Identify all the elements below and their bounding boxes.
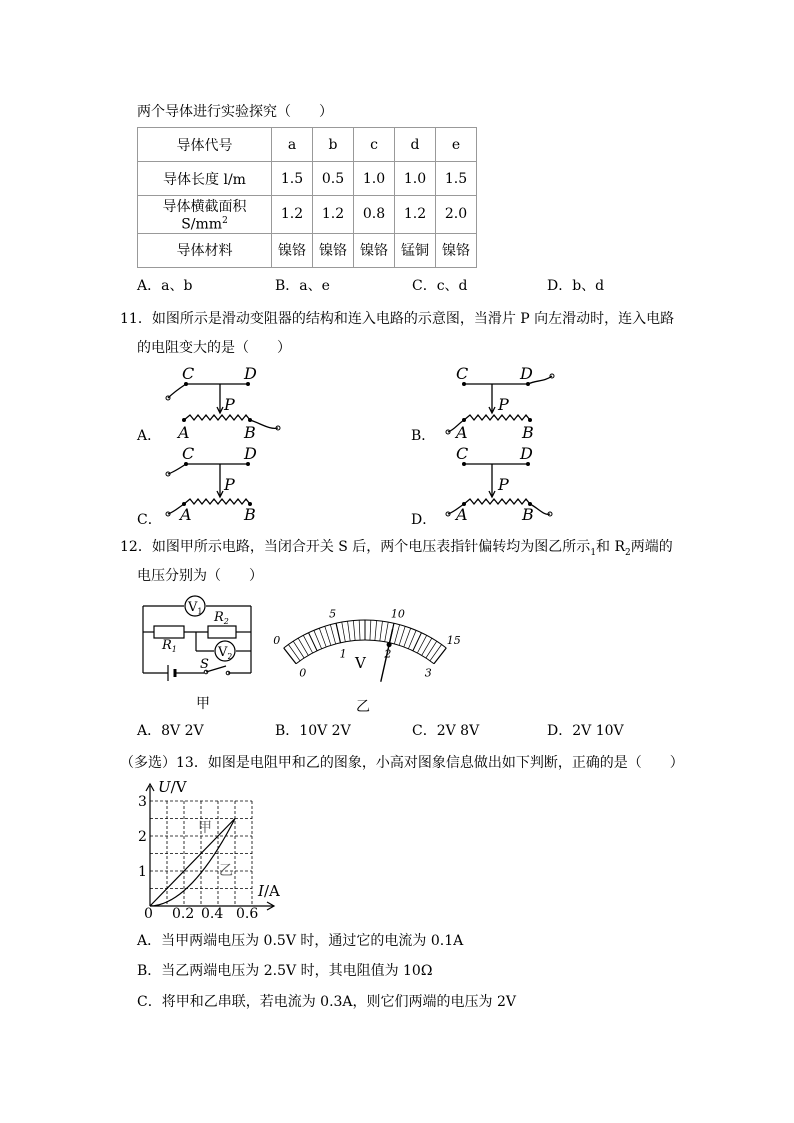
- q11-option-b-label[interactable]: B．: [411, 428, 436, 444]
- conductor-table: [137, 127, 477, 268]
- table-cell: 1.2: [272, 196, 313, 234]
- outer-tick-label: 5: [329, 607, 337, 621]
- q11-stem-line2: 的电阻变大的是（ ）: [137, 340, 291, 356]
- q10-option-b[interactable]: B．a、e: [275, 278, 330, 294]
- voltmeter-dial-yi: [270, 592, 460, 717]
- meter-tick: [394, 625, 399, 644]
- voltmeter-v2-label: [217, 645, 232, 661]
- q12-option-c[interactable]: C．2V 8V: [412, 723, 480, 739]
- q12-stem-part: 12．如图甲所示电路，当闭合开关 S 后，两个电压表指针偏转均为图乙所示: [120, 539, 591, 555]
- table-cell: 1.2: [395, 196, 436, 234]
- r1-sub: 1: [171, 645, 177, 654]
- terminal-c-label: C: [182, 364, 195, 383]
- q10-option-a[interactable]: A．a、b: [137, 278, 193, 294]
- meter-tick: [353, 621, 355, 641]
- x-axis-unit: /A: [263, 882, 280, 900]
- meter-tick: [348, 621, 351, 641]
- x-tick-label: 0.6: [236, 906, 259, 922]
- q12-stem-sub: 1: [590, 547, 597, 558]
- y-tick-label: 3: [138, 794, 147, 810]
- q11-option-d-label[interactable]: D．: [411, 512, 437, 528]
- table-cell: 0.8: [354, 196, 395, 234]
- meter-tick: [325, 626, 331, 645]
- q11-option-a-label[interactable]: A．: [137, 428, 162, 444]
- rheostat-diagram-c: [160, 446, 290, 526]
- series-jia-label: 甲: [198, 820, 212, 836]
- y-tick-label: 2: [138, 829, 147, 845]
- terminal-b-label: B: [244, 505, 256, 524]
- meter-tick: [288, 644, 300, 660]
- table-cell: 1.5: [436, 162, 477, 196]
- x-axis-label: [257, 882, 280, 900]
- q12-stem-sub: 2: [625, 547, 631, 558]
- terminal-d-label: D: [244, 444, 257, 463]
- area-label: 导体横截面积 S/mm: [162, 199, 247, 233]
- table-cell: 1.0: [395, 162, 436, 196]
- terminal-b-label: B: [522, 423, 534, 442]
- meter-tick: [293, 641, 304, 658]
- q12-stem-part: 和 R: [596, 539, 626, 555]
- meter-tick: [284, 648, 296, 664]
- x-axis-letter: I: [258, 882, 264, 900]
- x-tick-label: 0.4: [201, 906, 224, 922]
- inner-tick-label: 3: [424, 666, 432, 680]
- circuit-caption-jia: 甲: [196, 696, 210, 712]
- rheostat-diagram-b: [440, 362, 570, 442]
- table-row: [138, 196, 477, 234]
- terminal-c-label: C: [456, 364, 469, 383]
- table-row: [138, 233, 477, 267]
- meter-tick: [370, 620, 371, 640]
- q12-option-b[interactable]: B．10V 2V: [275, 723, 351, 739]
- slider-p-label: P: [498, 475, 509, 494]
- rheostat-diagram-a: [160, 362, 290, 442]
- table-cell: 1.0: [354, 162, 395, 196]
- terminal-b-label: B: [244, 423, 256, 442]
- table-cell: 镍铬: [436, 233, 477, 267]
- v1-letter: V: [188, 600, 198, 615]
- table-cell: e: [436, 128, 477, 162]
- meter-tick: [380, 621, 383, 641]
- q13-option-c[interactable]: C．将甲和乙串联，若电流为 0.3A，则它们两端的电压为 2V: [137, 994, 517, 1010]
- table-cell: c: [354, 128, 395, 162]
- table-cell: 镍铬: [272, 233, 313, 267]
- y-axis-unit: /V: [170, 778, 187, 796]
- outer-tick-label: 15: [446, 633, 461, 647]
- q12-option-a[interactable]: A．8V 2V: [137, 723, 204, 739]
- meter-tick: [298, 638, 308, 655]
- meter-tick: [430, 644, 442, 660]
- table-cell: 导体长度 l/m: [138, 162, 272, 196]
- table-cell: 0.5: [313, 162, 354, 196]
- y-tick-label: 1: [138, 864, 147, 880]
- slider-p-label: P: [224, 395, 235, 414]
- terminal-a-label: A: [456, 505, 468, 524]
- circuit-diagram-jia: [138, 595, 268, 715]
- v2-sub: 2: [227, 652, 233, 661]
- meter-tick: [336, 623, 340, 643]
- terminal-d-label: D: [520, 364, 533, 383]
- q12-stem-line2: 电压分别为（ ）: [137, 568, 263, 584]
- table-cell: a: [272, 128, 313, 162]
- inner-tick-label: 2: [384, 647, 392, 661]
- meter-tick: [375, 621, 377, 641]
- meter-unit-label: V: [355, 654, 366, 672]
- x-tick-label: 0: [144, 906, 153, 922]
- q10-stem: 两个导体进行实验探究（ ）: [137, 104, 333, 120]
- q11-option-c-label[interactable]: C．: [137, 512, 162, 528]
- terminal-c-label: C: [182, 444, 195, 463]
- resistor-r2-label: [213, 610, 229, 626]
- q13-stem: （多选）13．如图是电阻甲和乙的图象，小高对图象信息做出如下判断，正确的是（ ）: [120, 755, 684, 771]
- series-yi-label: 乙: [219, 863, 233, 879]
- meter-pivot: [387, 642, 392, 647]
- table-row: [138, 162, 477, 196]
- terminal-d-label: D: [244, 364, 257, 383]
- terminal-a-label: A: [178, 423, 190, 442]
- switch-s-label: S: [200, 657, 209, 672]
- meter-tick: [342, 622, 346, 642]
- inner-tick-label: 1: [339, 647, 347, 661]
- meter-caption-yi: 乙: [356, 699, 370, 715]
- area-exponent: 2: [222, 216, 228, 226]
- meter-tick: [359, 620, 360, 640]
- table-cell: 导体材料: [138, 233, 272, 267]
- meter-tick: [330, 625, 335, 644]
- rheostat-diagram-d: [440, 446, 570, 526]
- y-axis-label: [158, 778, 188, 796]
- table-cell: 1.2: [313, 196, 354, 234]
- q10-option-d[interactable]: D．b、d: [547, 278, 605, 294]
- outer-tick-label: 0: [273, 633, 281, 647]
- q11-stem-line1: 11．如图所示是滑动变阻器的结构和连入电路的示意图，当滑片 P 向左滑动时，连入电路: [120, 311, 675, 327]
- meter-tick: [434, 648, 446, 664]
- voltmeter-v1-label: [187, 600, 202, 616]
- terminal-d-label: D: [520, 444, 533, 463]
- table-cell: d: [395, 128, 436, 162]
- r1-letter: R: [162, 638, 172, 653]
- q13-option-b[interactable]: B．当乙两端电压为 2.5V 时，其电阻值为 10Ω: [137, 963, 433, 979]
- r2-letter: R: [214, 610, 224, 625]
- r2-sub: 2: [223, 617, 229, 626]
- meter-tick: [422, 638, 432, 655]
- meter-tick: [426, 641, 437, 658]
- table-cell: b: [313, 128, 354, 162]
- meter-tick: [404, 628, 411, 647]
- table-cell: [138, 196, 272, 234]
- v1-sub: 1: [197, 607, 203, 616]
- inner-tick-label: 0: [299, 666, 307, 680]
- terminal-a-label: A: [180, 505, 192, 524]
- v2-letter: V: [218, 645, 228, 660]
- meter-tick: [319, 628, 326, 647]
- outer-tick-label: 10: [390, 607, 405, 621]
- resistor-r1-label: [161, 638, 177, 654]
- slider-p-label: P: [224, 475, 235, 494]
- table-cell: 镍铬: [313, 233, 354, 267]
- table-cell: 镍铬: [354, 233, 395, 267]
- slider-p-label: P: [498, 395, 509, 414]
- q10-option-c[interactable]: C．c、d: [412, 278, 468, 294]
- table-row: [138, 128, 477, 162]
- q12-stem-line1: [120, 538, 673, 562]
- q13-option-a[interactable]: A．当甲两端电压为 0.5V 时，通过它的电流为 0.1A: [137, 933, 464, 949]
- q12-option-d[interactable]: D．2V 10V: [547, 723, 624, 739]
- u-i-graph: [136, 780, 296, 920]
- table-cell: 导体代号: [138, 128, 272, 162]
- table-cell: 1.5: [272, 162, 313, 196]
- terminal-c-label: C: [456, 444, 469, 463]
- table-cell: 锰铜: [395, 233, 436, 267]
- x-tick-label: 0.2: [172, 906, 195, 922]
- meter-tick: [385, 622, 389, 642]
- terminal-b-label: B: [522, 505, 534, 524]
- y-axis-letter: U: [158, 778, 171, 796]
- meter-tick: [399, 626, 405, 645]
- q12-stem-part: 两端的: [630, 539, 673, 555]
- terminal-a-label: A: [456, 423, 468, 442]
- table-cell: 2.0: [436, 196, 477, 234]
